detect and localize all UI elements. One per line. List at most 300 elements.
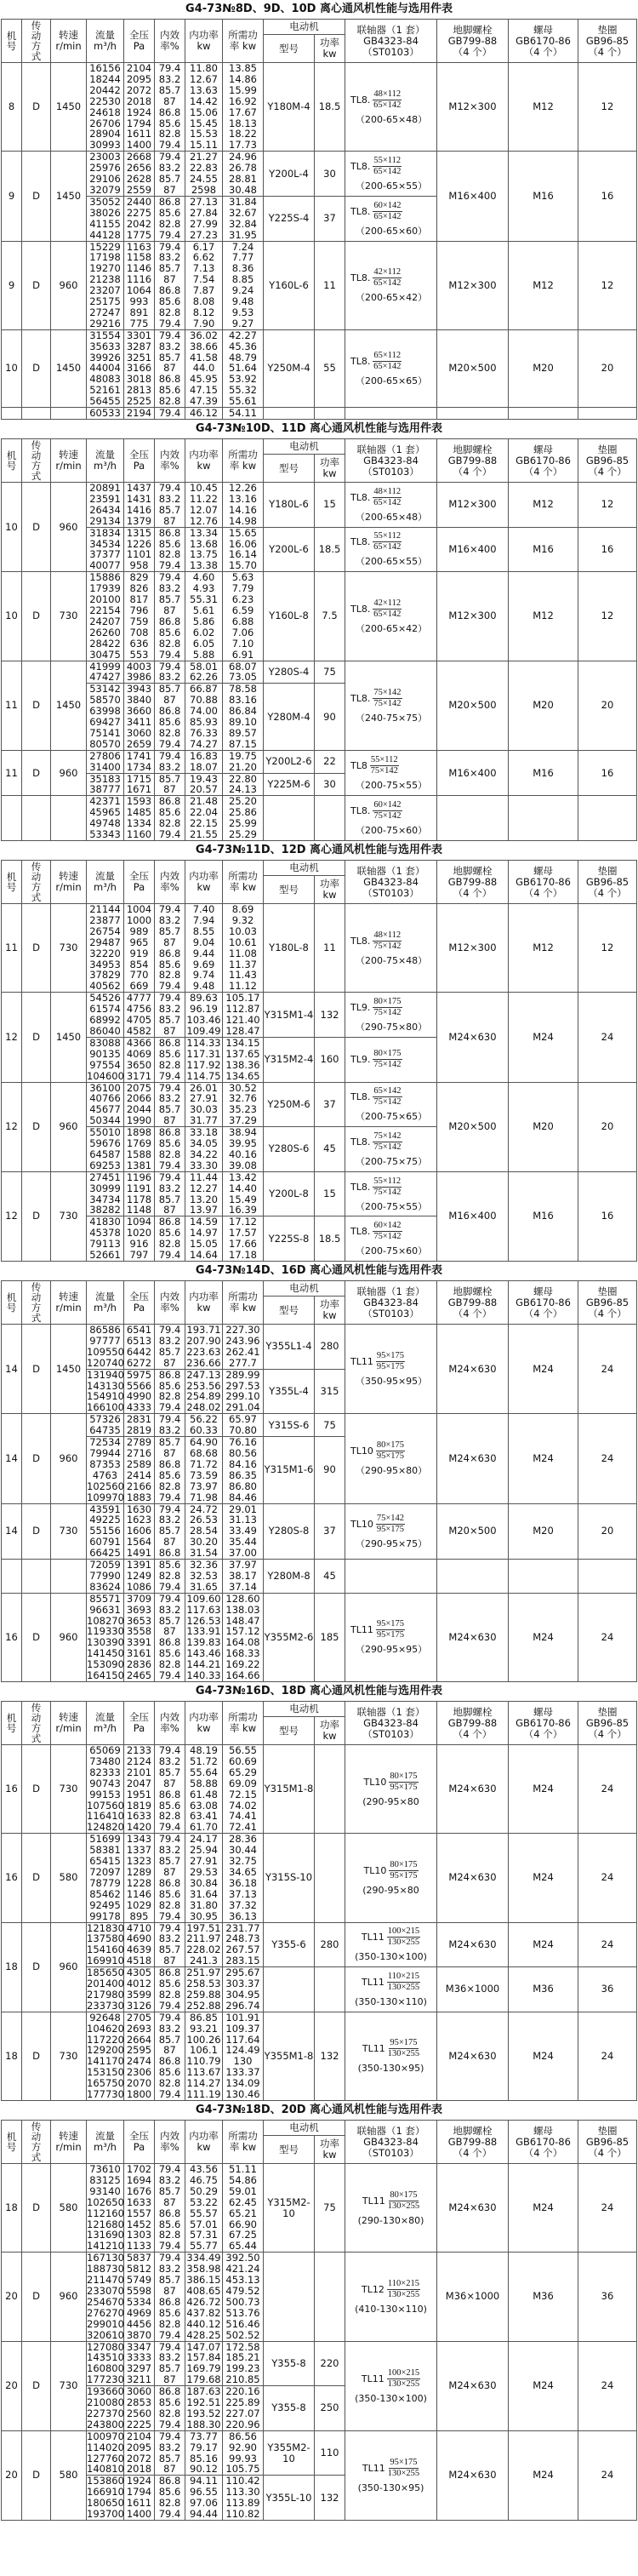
coupling-cell <box>345 241 437 329</box>
internal-power-values: 26.01 27.91 30.03 31.77 <box>185 1082 223 1127</box>
table-row <box>2 904 637 993</box>
efficiency-values: 79.4 83.2 85.7 87 86.8 85.6 82.8 79.4 <box>155 2164 185 2253</box>
col-header-required-power: 所需功 率 kw <box>223 1281 264 1325</box>
pressure-values: 4366 4069 3650 3171 <box>124 1037 155 1082</box>
drive-type: D <box>22 2253 51 2341</box>
coupling-spec: (350-130×95) <box>357 2482 424 2493</box>
speed: 730 <box>51 1171 87 1261</box>
required-power-values: 51.11 54.86 59.01 62.45 65.21 66.90 67.25 65.44 <box>223 2164 264 2253</box>
nut: M24 <box>509 2164 578 2253</box>
motor-model: Y200L-8 <box>264 1171 315 1216</box>
speed: 730 <box>51 1503 87 1560</box>
pressure-values: 1004 1000 989 965 919 854 770 669 <box>124 904 155 993</box>
efficiency-values: 86.8 85.6 82.8 79.4 <box>155 1369 185 1414</box>
coupling-spec: （200-75×55） <box>356 780 428 792</box>
col-header-speed: 转速 r/min <box>51 1281 87 1325</box>
motor-model: Y280S-6 <box>264 1127 315 1172</box>
nut: M20 <box>509 1082 578 1171</box>
table-section <box>0 420 638 841</box>
col-header-machine-no: 机 号 <box>2 2121 22 2164</box>
nut: M24 <box>509 2012 578 2100</box>
required-power-values: 289.99 297.53 299.10 291.04 <box>223 1369 264 1414</box>
nut: M20 <box>509 661 578 750</box>
performance-table <box>1 438 637 841</box>
coupling-type: TL11 <box>362 1976 385 1988</box>
table-row <box>2 1967 637 2012</box>
coupling-type: TL8. <box>350 1226 371 1238</box>
nut: M36 <box>509 2253 578 2341</box>
drive-type: D <box>22 2164 51 2253</box>
required-power-values: 5.63 7.79 6.23 6.59 6.88 7.06 7.10 6.91 <box>223 572 264 661</box>
internal-power-values: 36.02 38.66 41.58 44.0 45.95 47.15 47.39 <box>185 329 223 407</box>
motor-power: 315 <box>315 1369 345 1414</box>
motor-power <box>315 1745 345 1834</box>
coupling-cell <box>345 1216 437 1262</box>
drive-type: D <box>22 1922 51 2012</box>
speed <box>51 408 87 420</box>
machine-no <box>2 796 22 841</box>
speed: 730 <box>51 904 87 993</box>
efficiency-values: 79.4 83.2 85.7 87 <box>155 1325 185 1370</box>
motor-model: Y200L2-6 <box>264 750 315 773</box>
coupling-type: TL8. <box>350 805 371 817</box>
nut: M36 <box>509 1967 578 2012</box>
required-power-values: 30.52 32.76 35.23 37.29 <box>223 1082 264 1127</box>
coupling-spec: （200-65×60） <box>356 225 428 237</box>
flow-values: 72059 77990 83624 <box>87 1560 124 1594</box>
motor-power: 37 <box>315 196 345 241</box>
pressure-values: 2104 2095 2072 2018 1924 1794 1611 1400 <box>124 63 155 152</box>
machine-no: 14 <box>2 1503 22 1560</box>
efficiency-values: 79.4 83.2 85.7 87 86.8 85.6 82.8 79.4 <box>155 1745 185 1834</box>
col-header-motor-model: 型号 <box>264 1297 315 1325</box>
coupling-spec: （240-75×75） <box>356 712 428 724</box>
header-row <box>2 861 637 876</box>
coupling-spec: (350-130×100) <box>355 2392 427 2404</box>
coupling-fraction: $\frac{95\times 175}{95\times 175}$ <box>376 1619 405 1640</box>
internal-power-values: 24.17 25.94 27.91 29.53 30.84 31.64 31.80 30.95 <box>185 1834 223 1922</box>
nut: M16 <box>509 152 578 241</box>
col-header-efficiency: 内效 率% <box>155 20 185 63</box>
col-header-speed: 转速 r/min <box>51 1702 87 1745</box>
col-header-pressure: 全压 Pa <box>124 1281 155 1325</box>
motor-power: 90 <box>315 1437 345 1503</box>
motor-model: Y280M-4 <box>264 684 315 750</box>
coupling-cell <box>345 1745 437 1834</box>
anchor-bolt: M36×1000 <box>437 1967 509 2012</box>
efficiency-values: 79.4 83.2 85.7 87 86.8 85.6 82.8 79.4 <box>155 2253 185 2341</box>
pressure-values: 4305 4012 3599 3126 <box>124 1967 155 2012</box>
internal-power-values: 33.18 34.05 34.22 33.30 <box>185 1127 223 1172</box>
motor-power: 90 <box>315 684 345 750</box>
required-power-values: 24.96 26.78 28.81 30.48 <box>223 152 264 197</box>
required-power-values: 220.16 225.89 227.07 220.96 <box>223 2386 264 2431</box>
motor-power: 37 <box>315 1082 345 1127</box>
table-row <box>2 1503 637 1560</box>
internal-power-values: 58.01 62.26 <box>185 661 223 684</box>
anchor-bolt: M12×300 <box>437 63 509 152</box>
coupling-type: TL11 <box>362 2043 385 2055</box>
pressure-values: 6541 6513 6442 6272 <box>124 1325 155 1370</box>
col-header-drive: 传 动 方 式 <box>22 861 51 904</box>
coupling-spec: （200-65×65） <box>356 375 428 386</box>
anchor-bolt: M24×630 <box>437 1745 509 1834</box>
motor-power: 75 <box>315 1414 345 1437</box>
internal-power-values: 11.80 12.67 13.63 14.42 15.06 15.45 15.53 15.11 <box>185 63 223 152</box>
coupling-type: TL8. <box>350 1181 371 1193</box>
drive-type: D <box>22 329 51 407</box>
table-section <box>0 1262 638 1682</box>
coupling-type: TL10 <box>363 1776 387 1788</box>
col-header-flow: 流量 m³/h <box>87 1281 124 1325</box>
required-power-values: 128.60 138.03 148.47 157.12 164.08 168.33 169.22 164.66 <box>223 1593 264 1681</box>
anchor-bolt: M24×630 <box>437 2164 509 2253</box>
coupling-spec: (290-95×80 <box>362 1795 419 1807</box>
col-header-washer: 垫圈 GB96-85 （4 个） <box>578 1281 637 1325</box>
flow-values: 131940 143130 154910 166100 <box>87 1368 124 1414</box>
col-header-motor-model: 型号 <box>264 2136 315 2164</box>
internal-power-values: 66.87 70.88 74.00 85.93 76.33 74.27 <box>185 684 223 750</box>
coupling-cell <box>345 2164 437 2253</box>
washer: 16 <box>578 152 637 241</box>
coupling-type: TL8. <box>350 272 371 284</box>
flow-values: 36100 40766 45677 50344 <box>87 1082 124 1127</box>
machine-no: 18 <box>2 1922 22 2012</box>
required-power-values: 65.97 70.80 <box>223 1414 264 1437</box>
internal-power-values: 27.13 27.84 27.99 27.23 <box>185 196 223 241</box>
speed: 960 <box>51 483 87 572</box>
internal-power-values: 109.60 117.63 126.53 133.91 139.83 143.46 144.21 140.33 <box>186 1592 221 1682</box>
pressure-values: 3301 3287 3251 3166 3018 2813 2525 <box>124 329 155 407</box>
required-power-values: 37.97 38.17 37.14 <box>223 1560 264 1594</box>
nut: M24 <box>509 1593 578 1681</box>
coupling-spec: （200-75×48） <box>356 954 428 966</box>
col-header-pressure: 全压 Pa <box>124 2121 155 2164</box>
flow-values: 167130 188730 211470 233070 254670 276270 299010 320610 <box>87 2252 124 2341</box>
motor-model: Y225S-8 <box>264 1216 315 1262</box>
motor-model: Y160L-8 <box>264 572 315 661</box>
internal-power-values: 24.72 26.53 28.54 30.20 31.54 <box>185 1503 223 1560</box>
col-header-nut: 螺母 GB6170-86 （4 个） <box>509 861 578 904</box>
nut: M20 <box>509 1503 578 1560</box>
efficiency-values: 79.4 83.2 85.7 87 86.8 85.6 82.8 <box>155 329 185 407</box>
table-section <box>0 841 638 1262</box>
efficiency-values: 79.4 83.2 85.7 87 86.8 85.6 82.8 79.4 <box>155 572 185 661</box>
flow-values: 57326 64735 <box>87 1414 124 1437</box>
drive-type: D <box>22 1171 51 1261</box>
efficiency-values: 85.7 87 86.8 85.6 82.8 79.4 <box>155 684 185 750</box>
pressure-values: 2705 2693 2664 2595 2474 2306 2070 1800 <box>124 2012 155 2100</box>
required-power-values: 227.30 243.96 262.41 277.7 <box>223 1325 264 1370</box>
col-header-washer: 垫圈 GB96-85 （4 个） <box>578 2121 637 2164</box>
machine-no <box>2 1560 22 1594</box>
col-header-internal-power: 内功率 kw <box>185 861 223 904</box>
speed: 1450 <box>51 993 87 1082</box>
table-row <box>2 527 637 572</box>
coupling-spec: （200-65×55） <box>356 556 428 568</box>
coupling-spec: (350-130×100) <box>355 1951 427 1963</box>
flow-values: 20891 23591 26434 29134 <box>87 483 124 528</box>
col-header-washer: 垫圈 GB96-85 （4 个） <box>578 20 637 63</box>
motor-model: Y315S-10 <box>264 1834 315 1922</box>
flow-values: 72534 79944 87353 4763 102560 109970 <box>87 1436 124 1503</box>
col-header-efficiency: 内效 率% <box>155 1281 185 1325</box>
pressure-values: 2194 <box>124 408 155 420</box>
machine-no: 16 <box>2 1834 22 1922</box>
motor-power: 30 <box>315 152 345 197</box>
col-header-speed: 转速 r/min <box>51 2121 87 2164</box>
drive-type: D <box>22 1503 51 1560</box>
speed: 960 <box>51 750 87 796</box>
col-header-required-power: 所需功 率 kw <box>223 2121 264 2164</box>
coupling-fraction: $\frac{95\times 175}{130\times 255}$ <box>387 2457 420 2478</box>
coupling-cell <box>345 527 437 572</box>
coupling-spec: （200-65×42） <box>356 622 428 634</box>
coupling-fraction: $\frac{75\times 142}{75\times 142}$ <box>373 1131 402 1152</box>
motor-model: Y280M-8 <box>264 1560 315 1594</box>
col-header-flow: 流量 m³/h <box>87 439 124 483</box>
col-header-coupling: 联轴器（1 套） GB4323-84 （ST0103） <box>345 20 437 63</box>
required-power-values: 295.67 303.37 304.95 296.74 <box>223 1967 264 2012</box>
required-power-values: 12.26 13.16 14.16 14.98 <box>223 483 264 528</box>
washer: 12 <box>578 572 637 661</box>
efficiency-values: 86.8 85.6 82.8 79.4 <box>155 196 185 241</box>
machine-no: 11 <box>2 750 22 796</box>
washer: 24 <box>578 1834 637 1922</box>
efficiency-values: 86.8 85.6 82.8 79.4 <box>155 1127 185 1172</box>
internal-power-values: 13.34 13.68 13.75 13.38 <box>185 527 223 572</box>
coupling-type: TL9. <box>350 1054 371 1066</box>
anchor-bolt: M12×300 <box>437 241 509 329</box>
col-header-machine-no: 机 号 <box>2 20 22 63</box>
speed: 730 <box>51 572 87 661</box>
col-header-motor-power: 功率 kw <box>315 876 345 904</box>
col-header-washer: 垫圈 GB96-85 （4 个） <box>578 861 637 904</box>
coupling-spec: （200-75×75） <box>356 1155 428 1167</box>
speed: 1450 <box>51 329 87 407</box>
efficiency-values: 79.4 83.2 <box>155 661 185 684</box>
coupling-cell <box>345 661 437 750</box>
table-row <box>2 241 637 329</box>
performance-table <box>1 19 637 420</box>
efficiency-values: 79.4 83.2 <box>155 1414 185 1437</box>
speed: 730 <box>51 2341 87 2430</box>
col-header-internal-power: 内功率 kw <box>185 20 223 63</box>
internal-power-values: 197.51 211.97 228.02 241.3 <box>186 1921 221 1967</box>
required-power-values: 15.65 16.06 16.14 15.70 <box>223 527 264 572</box>
motor-power: 37 <box>315 1503 345 1560</box>
header-row <box>2 20 637 35</box>
anchor-bolt: M24×630 <box>437 2430 509 2520</box>
machine-no: 20 <box>2 2341 22 2430</box>
section-title: G4-73№16D、18D 离心通风机性能与选用件表 <box>195 1685 443 1697</box>
coupling-cell <box>345 1503 437 1560</box>
anchor-bolt: M24×630 <box>437 1593 509 1681</box>
pressure-values: 3347 3333 3297 3211 <box>124 2341 155 2386</box>
coupling-cell <box>345 750 437 796</box>
coupling-spec: （200-75×60） <box>356 1245 428 1257</box>
motor-power <box>315 2253 345 2341</box>
pressure-values: 1315 1226 1101 958 <box>124 527 155 572</box>
flow-values: 86586 97777 109550 120740 <box>87 1324 124 1369</box>
motor-power: 15 <box>315 1171 345 1216</box>
speed: 960 <box>51 1593 87 1681</box>
table-row <box>2 1560 637 1594</box>
coupling-fraction: $\frac{100\times 215}{130\times 255}$ <box>387 1926 420 1948</box>
washer: 24 <box>578 2430 637 2520</box>
motor-model: Y180L-8 <box>264 904 315 993</box>
efficiency-values: 79.4 83.2 85.7 87 <box>155 993 185 1038</box>
drive-type: D <box>22 152 51 241</box>
required-power-values: 231.77 248.73 267.57 283.15 <box>223 1922 264 1967</box>
machine-no: 14 <box>2 1414 22 1503</box>
drive-type: D <box>22 572 51 661</box>
drive-type <box>22 796 51 841</box>
col-header-motor: 电动机 <box>264 439 345 455</box>
internal-power-values: 21.48 22.04 22.15 21.55 <box>185 796 223 841</box>
col-header-washer: 垫圈 GB96-85 （4 个） <box>578 439 637 483</box>
section-title: G4-73№14D、16D 离心通风机性能与选用件表 <box>195 1264 443 1277</box>
speed: 1450 <box>51 1325 87 1414</box>
motor-model: Y225M-6 <box>264 773 315 796</box>
motor-model: Y355M1-8 <box>264 2012 315 2100</box>
efficiency-values: 79.4 83.2 85.7 87 86.8 85.6 82.8 79.4 <box>155 241 185 329</box>
motor-power: 22 <box>315 750 345 773</box>
speed: 580 <box>51 1834 87 1922</box>
anchor-bolt <box>437 408 509 420</box>
col-header-coupling: 联轴器（1 套） GB4323-84 （ST0103） <box>345 1281 437 1325</box>
nut: M16 <box>509 1171 578 1261</box>
motor-power: 11 <box>315 241 345 329</box>
washer: 12 <box>578 904 637 993</box>
col-header-efficiency: 内效 率% <box>155 861 185 904</box>
nut: M24 <box>509 1414 578 1503</box>
machine-no: 9 <box>2 241 22 329</box>
anchor-bolt: M16×400 <box>437 1171 509 1261</box>
table-row <box>2 572 637 661</box>
coupling-fraction: $\frac{48\times 112}{75\times 142}$ <box>373 930 402 951</box>
drive-type: D <box>22 2012 51 2100</box>
motor-power <box>315 796 345 841</box>
internal-power-values: 7.40 7.94 8.55 9.04 9.44 9.69 9.74 9.48 <box>185 904 223 993</box>
coupling-type: TL10 <box>350 1518 373 1530</box>
table-section <box>0 2101 638 2521</box>
washer: 16 <box>578 750 637 796</box>
speed <box>51 1560 87 1594</box>
drive-type: D <box>22 63 51 152</box>
anchor-bolt: M24×630 <box>437 1922 509 1967</box>
washer <box>578 408 637 420</box>
motor-model: Y180L-6 <box>264 483 315 528</box>
flow-values: 15229 17198 19270 21238 23207 25175 27247 29216 <box>87 241 124 329</box>
anchor-bolt: M36×1000 <box>437 2253 509 2341</box>
coupling-fraction: $\frac{60\times 142}{75\times 142}$ <box>373 1221 402 1242</box>
pressure-values: 1593 1485 1334 1160 <box>124 796 155 841</box>
flow-values: 65069 73480 82333 90743 99153 107560 116410 124820 <box>87 1744 124 1834</box>
coupling-spec: (410-130×110) <box>355 2303 427 2315</box>
col-header-coupling: 联轴器（1 套） GB4323-84 （ST0103） <box>345 861 437 904</box>
required-power-values: 172.58 185.21 199.23 210.85 <box>223 2341 264 2386</box>
machine-no: 10 <box>2 483 22 572</box>
machine-no: 14 <box>2 1325 22 1414</box>
motor-power: 45 <box>315 1127 345 1172</box>
table-row <box>2 2253 637 2341</box>
table-row <box>2 408 637 420</box>
coupling-fraction: $\frac{110\times 215}{130\times 255}$ <box>387 1971 420 1992</box>
required-power-values: 29.01 31.13 33.49 35.44 37.00 <box>223 1503 264 1560</box>
required-power-values: 86.56 92.90 99.93 105.75 <box>223 2430 264 2476</box>
coupling-fraction: $\frac{65\times 112}{65\times 142}$ <box>373 350 402 371</box>
motor-model: Y355L-4 <box>264 1369 315 1414</box>
anchor-bolt: M24×630 <box>437 1414 509 1503</box>
motor-model: Y355L-10 <box>264 2476 315 2521</box>
motor-power: 220 <box>315 2341 345 2386</box>
motor-model: Y315M1-4 <box>264 993 315 1038</box>
motor-power: 110 <box>315 2430 345 2476</box>
machine-no: 20 <box>2 2430 22 2520</box>
coupling-cell <box>345 1127 437 1172</box>
coupling-spec: (350-130×110) <box>355 1995 427 2007</box>
coupling-spec: （200-65×55） <box>356 180 428 192</box>
coupling-type: TL10 <box>363 1864 387 1876</box>
speed <box>51 796 87 841</box>
col-header-washer: 垫圈 GB96-85 （4 个） <box>578 1702 637 1745</box>
pressure-values: 829 826 817 796 759 708 636 553 <box>124 572 155 661</box>
efficiency-values: 79.4 83.2 85.7 87 <box>155 483 185 528</box>
motor-power: 132 <box>315 2476 345 2521</box>
coupling-cell <box>345 1967 437 2012</box>
flow-values: 185650 201400 217980 233730 <box>87 1966 124 2012</box>
nut: M12 <box>509 483 578 528</box>
coupling-fraction: $\frac{80\times 175}{75\times 142}$ <box>373 997 402 1018</box>
anchor-bolt: M12×300 <box>437 483 509 528</box>
coupling-type: TL11 <box>350 1356 373 1368</box>
table-row <box>2 1082 637 1127</box>
flow-values: 35052 38026 41155 44128 <box>87 196 124 241</box>
coupling-fraction: $\frac{48\times 112}{65\times 142}$ <box>373 89 402 110</box>
col-header-flow: 流量 m³/h <box>87 861 124 904</box>
coupling-cell <box>345 1922 437 1967</box>
flow-values: 54526 61574 68992 86040 <box>87 993 124 1038</box>
coupling-fraction: $\frac{75\times 142}{75\times 142}$ <box>373 687 402 708</box>
coupling-fraction: $\frac{110\times 215}{130\times 255}$ <box>387 2278 420 2299</box>
table-row <box>2 661 637 684</box>
coupling-type: TL9. <box>350 1002 371 1014</box>
drive-type: D <box>22 1082 51 1171</box>
efficiency-values: 79.4 83.2 85.7 87 86.8 85.6 82.8 79.4 <box>155 63 185 152</box>
efficiency-values: 79.4 83.2 85.7 87 86.8 85.6 82.8 79.4 <box>155 904 185 993</box>
flow-values: 41999 47427 <box>87 661 124 684</box>
washer: 12 <box>578 241 637 329</box>
nut: M12 <box>509 63 578 152</box>
motor-model: Y180M-4 <box>264 63 315 152</box>
col-header-anchor-bolt: 地脚螺栓 GB799-88 （4 个） <box>437 1702 509 1745</box>
internal-power-values: 193.71 207.90 223.63 236.66 <box>186 1324 221 1369</box>
coupling-fraction: $\frac{75\times 142}{95\times 175}$ <box>376 1513 405 1534</box>
drive-type: D <box>22 1834 51 1922</box>
flow-values: 55010 59676 64587 69253 <box>87 1127 124 1172</box>
col-header-motor-power: 功率 kw <box>315 2136 345 2164</box>
col-header-internal-power: 内功率 kw <box>185 439 223 483</box>
coupling-fraction: $\frac{60\times 142}{65\times 142}$ <box>373 200 402 221</box>
coupling-spec: （200-75×60） <box>356 825 428 837</box>
table-row <box>2 2164 637 2253</box>
motor-power: 160 <box>315 1037 345 1082</box>
required-power-values: 42.27 45.36 48.79 51.64 53.92 55.32 55.61 <box>223 329 264 407</box>
required-power-values: 392.50 421.24 453.13 479.52 500.73 513.76 516.46 502.52 <box>223 2253 264 2341</box>
table-row <box>2 1414 637 1437</box>
coupling-fraction: $\frac{100\times 215}{130\times 255}$ <box>387 2367 420 2389</box>
